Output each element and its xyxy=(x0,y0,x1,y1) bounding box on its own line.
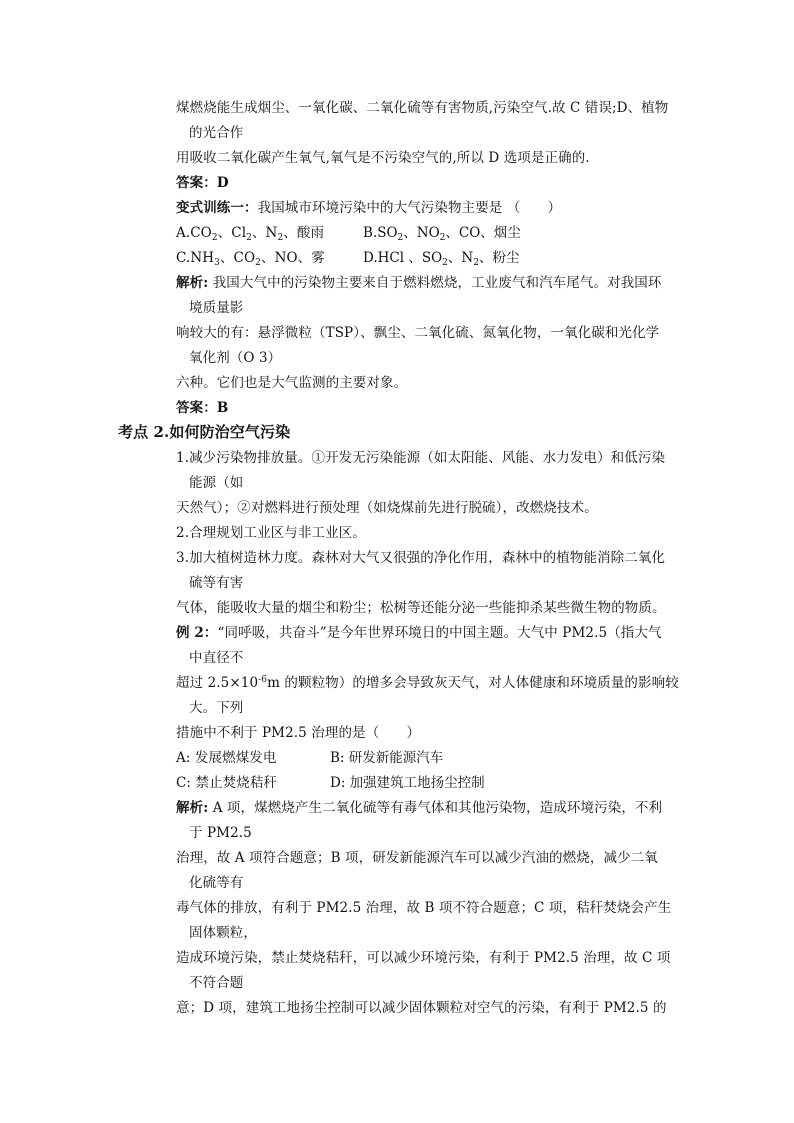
list-item: 3.加大植树造林力度。森林对大气又很强的净化作用，森林中的植物能消除二氧化 xyxy=(176,550,666,566)
analysis-line: 毒气体的排放，有利于 PM2.5 治理，故 B 项不符合题意；C 项，秸秆焚烧会产生 xyxy=(176,900,672,916)
option-a: A: 发展燃煤发电 xyxy=(176,750,277,766)
list-item-cont: 天然气）；②对燃料进行预处理（如烧煤前先进行脱硫），改燃烧技术。 xyxy=(176,500,598,516)
option-b: B: 研发新能源汽车 xyxy=(330,750,444,766)
answer-value: D xyxy=(216,175,229,191)
list-item-cont: 气体，能吸收大量的烟尘和粉尘；松树等还能分泌一些能抑杀某些微生物的物质。 xyxy=(176,600,666,616)
answer-label: 答案： xyxy=(176,175,217,191)
option-row xyxy=(176,249,325,267)
explanation-line: 用吸收二氧化碳产生氧气,氧气是不污染空气的,所以 D 选项是正确的. xyxy=(176,150,590,166)
variant-label: 变式训练一： xyxy=(176,200,258,216)
option-b: $B.SO_2$、$NO_2$、CO、烟尘 xyxy=(363,225,521,243)
explanation-line: 煤燃烧能生成烟尘、一氧化碳、二氧化硫等有害物质,污染空气.故 C 错误;D、植物 xyxy=(176,100,669,116)
analysis-line: 六种。它们也是大气监测的主要对象。 xyxy=(176,375,408,391)
analysis-line: 意；D 项，建筑工地扬尘控制可以减少固体颗粒对空气的污染，有利于 PM2.5 的 xyxy=(176,1000,667,1016)
example-line: 措施中不利于 PM2.5 治理的是（ ） xyxy=(176,725,421,741)
list-item-cont: 能源（如 xyxy=(189,475,244,491)
analysis-line: 境质量影 xyxy=(189,300,244,316)
list-item-cont: 硫等有害 xyxy=(189,575,244,591)
answer-line xyxy=(176,399,228,417)
analysis-line: 氧化剂（O 3） xyxy=(189,350,282,366)
variant-question xyxy=(176,199,561,217)
example-question: 例 2：“同呼吸，共奋斗”是今年世界环境日的中国主题。大气中 PM2.5（指大气 xyxy=(176,625,662,641)
list-item: 2.合理规划工业区与非工业区。 xyxy=(176,525,366,541)
list-item: 1.减少污染物排放量。①开发无污染能源（如太阳能、风能、水力发电）和低污染 xyxy=(176,450,666,466)
example-line: 超过 $2.5\times 10^{-6}m$ 的颗粒物）的增多会导致灰天气，对人体健康和环境质量的影响较 xyxy=(176,675,679,691)
answer-value: B xyxy=(216,400,229,416)
answer-label: 答案： xyxy=(176,400,217,416)
analysis-line: 造成环境污染，禁止焚烧秸秆，可以减少环境污染，有利于 PM2.5 治理，故 C 项 xyxy=(176,950,671,966)
option-c: C: 禁止焚烧秸秆 xyxy=(176,775,278,791)
analysis-line: 解析: A 项，煤燃烧产生二氧化硫等有毒气体和其他污染物，造成环境污染，不利 xyxy=(176,800,663,816)
answer-line xyxy=(176,174,229,192)
option-d: D: 加强建筑工地扬尘控制 xyxy=(330,775,485,791)
analysis-label: 解析: xyxy=(176,800,209,816)
analysis-line: 不符合题 xyxy=(189,975,244,991)
analysis-label: 解析: xyxy=(176,275,209,291)
variant-question-text: 我国城市环境污染中的大气污染物主要是 （ ） xyxy=(257,200,562,216)
example-line: 中直径不 xyxy=(189,650,244,666)
analysis-line: 固体颗粒， xyxy=(189,925,257,941)
analysis-line: 治理，故 A 项符合题意；B 项，研发新能源汽车可以减少汽油的燃烧，减少二氧 xyxy=(176,850,658,866)
example-label: 例 2： xyxy=(176,625,218,641)
option-a: $A.CO_2$、$Cl_2$、$N_2$、酸雨 xyxy=(176,225,325,243)
option-row xyxy=(176,224,324,242)
option-d: D.HCl 、$SO_2$、$N_2$、粉尘 xyxy=(363,250,520,268)
option-c: $C.NH_3$、$CO_2$、NO、雾 xyxy=(176,250,325,268)
analysis-line: 于 PM2.5 xyxy=(189,825,252,841)
example-line: 大。下列 xyxy=(189,700,244,716)
section-heading: 考点 2.如何防治空气污染 xyxy=(118,423,291,441)
analysis-line: 化硫等有 xyxy=(189,875,244,891)
analysis-line: 解析: 我国大气中的污染物主要来自于燃料燃烧，工业废气和汽车尾气。对我国环 xyxy=(176,275,662,291)
explanation-line: 的光合作 xyxy=(189,125,244,141)
analysis-line: 响较大的有：悬浮微粒（TSP）、飘尘、二氧化硫、氮氧化物，一氧化碳和光化学 xyxy=(176,325,660,341)
